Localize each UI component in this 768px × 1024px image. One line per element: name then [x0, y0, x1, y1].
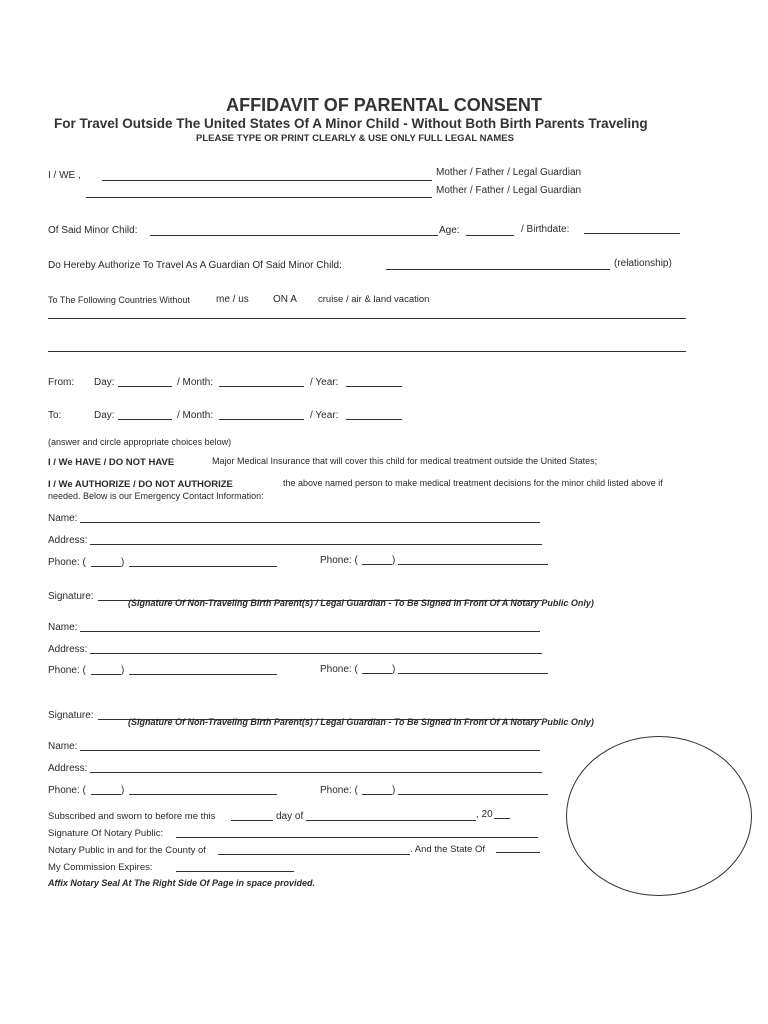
- choices-note: (answer and circle appropriate choices below): [48, 437, 232, 447]
- sworn-year-prefix: , 20: [476, 809, 493, 820]
- contact-2-address-label: Address:: [48, 644, 88, 655]
- minor-child-label: Of Said Minor Child:: [48, 225, 138, 236]
- guardian-name-field[interactable]: [386, 269, 610, 270]
- from-day-label: Day:: [94, 377, 115, 388]
- parent-2-role-options[interactable]: Mother / Father / Legal Guardian: [436, 185, 582, 196]
- day-of-label: day of: [276, 811, 304, 822]
- contact-3-phone2-label: Phone: (: [320, 785, 358, 796]
- contact-3-phone-label: Phone: (: [48, 785, 86, 796]
- to-year-label: / Year:: [310, 410, 339, 421]
- birthdate-label: / Birthdate:: [521, 224, 570, 235]
- insurance-choice[interactable]: I / We HAVE / DO NOT HAVE: [48, 457, 175, 468]
- document-subtitle: For Travel Outside The United States Of A Minor Child - Without Both Birth Parents Traveling: [54, 116, 648, 131]
- contact-1-phone2-label: Phone: (: [320, 555, 358, 566]
- from-year-label: / Year:: [310, 377, 339, 388]
- contact-3-name-field[interactable]: [80, 750, 540, 751]
- contact-3-name-label: Name:: [48, 741, 78, 752]
- contact-2-phone2-area-field[interactable]: [362, 673, 392, 674]
- contact-3-phone-area-field[interactable]: [91, 794, 121, 795]
- age-label: Age:: [439, 225, 460, 236]
- notary-signature-field[interactable]: [176, 837, 538, 838]
- contact-1-phone2-field[interactable]: [398, 564, 548, 565]
- authorize-choice[interactable]: I / We AUTHORIZE / DO NOT AUTHORIZE: [48, 479, 233, 490]
- parent-2-name-field[interactable]: [86, 197, 432, 198]
- notary-signature-label: Signature Of Notary Public:: [48, 828, 164, 839]
- countries-label: To The Following Countries Without: [48, 295, 190, 305]
- from-month-field[interactable]: [219, 386, 304, 387]
- commission-expires-field[interactable]: [176, 871, 294, 872]
- parents-label: I / WE ,: [48, 170, 81, 181]
- contact-3-address-label: Address:: [48, 763, 88, 774]
- contact-3-phone2-area-field[interactable]: [362, 794, 392, 795]
- contact-2-phone2-close: ): [392, 664, 396, 675]
- sworn-month-field[interactable]: [306, 820, 476, 821]
- age-field[interactable]: [466, 235, 514, 236]
- commission-label: My Commission Expires:: [48, 862, 153, 873]
- contact-3-phone2-close: ): [392, 785, 396, 796]
- contact-2-address-field[interactable]: [90, 653, 542, 654]
- from-day-field[interactable]: [118, 386, 172, 387]
- contact-1-address-field[interactable]: [90, 544, 542, 545]
- contact-2-phone-area-field[interactable]: [91, 674, 121, 675]
- signature-1-note: (Signature Of Non-Traveling Birth Parent(s) / Legal Guardian - To Be Signed In Front Of A Notary Public Only): [128, 598, 594, 608]
- on-a-label: ON A: [273, 294, 297, 305]
- contact-3-phone-field[interactable]: [129, 794, 277, 795]
- from-year-field[interactable]: [346, 386, 402, 387]
- trip-type-choice[interactable]: cruise / air & land vacation: [318, 294, 430, 305]
- from-label: From:: [48, 377, 75, 388]
- document-title: AFFIDAVIT OF PARENTAL CONSENT: [226, 95, 542, 115]
- minor-child-name-field[interactable]: [150, 235, 438, 236]
- notary-county-field[interactable]: [218, 854, 410, 855]
- contact-1-phone-field[interactable]: [129, 566, 277, 567]
- contact-1-name-field[interactable]: [80, 522, 540, 523]
- contact-2-phone-close: ): [121, 665, 125, 676]
- countries-field-line-1[interactable]: [48, 318, 686, 319]
- to-year-field[interactable]: [346, 419, 402, 420]
- contact-2-name-label: Name:: [48, 622, 78, 633]
- sworn-day-field[interactable]: [231, 820, 273, 821]
- contact-2-phone-field[interactable]: [129, 674, 277, 675]
- to-month-label: / Month:: [177, 410, 214, 421]
- contact-1-phone-area-field[interactable]: [91, 566, 121, 567]
- notary-state-field[interactable]: [496, 852, 540, 853]
- signature-2-note: (Signature Of Non-Traveling Birth Parent(s) / Legal Guardian - To Be Signed In Front Of A Notary Public Only): [128, 717, 594, 727]
- insurance-text: Major Medical Insurance that will cover this child for medical treatment outside the United States;: [212, 456, 598, 466]
- contact-1-phone-label: Phone: (: [48, 557, 86, 568]
- contact-1-name-label: Name:: [48, 513, 78, 524]
- authorize-text-2: needed. Below is our Emergency Contact Information:: [48, 491, 264, 501]
- signature-1-label: Signature:: [48, 591, 94, 602]
- notary-county-label: Notary Public in and for the County of: [48, 845, 206, 856]
- contact-2-phone-label: Phone: (: [48, 665, 86, 676]
- contact-1-phone2-close: ): [392, 555, 396, 566]
- signature-2-label: Signature:: [48, 710, 94, 721]
- countries-field-line-2[interactable]: [48, 351, 686, 352]
- sworn-label: Subscribed and sworn to before me this: [48, 811, 216, 822]
- to-label: To:: [48, 410, 62, 421]
- contact-3-phone2-field[interactable]: [398, 794, 548, 795]
- contact-2-phone2-label: Phone: (: [320, 664, 358, 675]
- me-us-choice[interactable]: me / us: [216, 294, 249, 305]
- contact-1-phone-close: ): [121, 557, 125, 568]
- parent-1-name-field[interactable]: [102, 180, 432, 181]
- notary-seal-circle: [566, 736, 752, 896]
- from-month-label: / Month:: [177, 377, 214, 388]
- contact-3-phone-close: ): [121, 785, 125, 796]
- contact-3-address-field[interactable]: [90, 772, 542, 773]
- birthdate-field[interactable]: [584, 233, 680, 234]
- parent-1-role-options[interactable]: Mother / Father / Legal Guardian: [436, 167, 582, 178]
- to-day-field[interactable]: [118, 419, 172, 420]
- relationship-label: (relationship): [614, 258, 672, 269]
- contact-1-phone2-area-field[interactable]: [362, 564, 392, 565]
- sworn-year-field[interactable]: [494, 818, 510, 819]
- contact-1-address-label: Address:: [48, 535, 88, 546]
- notary-state-label: . And the State Of: [410, 844, 485, 855]
- contact-2-phone2-field[interactable]: [398, 673, 548, 674]
- instruction-text: PLEASE TYPE OR PRINT CLEARLY & USE ONLY FULL LEGAL NAMES: [196, 133, 514, 144]
- notary-seal-note: Affix Notary Seal At The Right Side Of Page in space provided.: [48, 878, 316, 888]
- authorize-text: the above named person to make medical treatment decisions for the minor child listed above if: [283, 478, 663, 488]
- to-month-field[interactable]: [219, 419, 304, 420]
- guardian-authorize-label: Do Hereby Authorize To Travel As A Guardian Of Said Minor Child:: [48, 260, 342, 271]
- to-day-label: Day:: [94, 410, 115, 421]
- contact-2-name-field[interactable]: [80, 631, 540, 632]
